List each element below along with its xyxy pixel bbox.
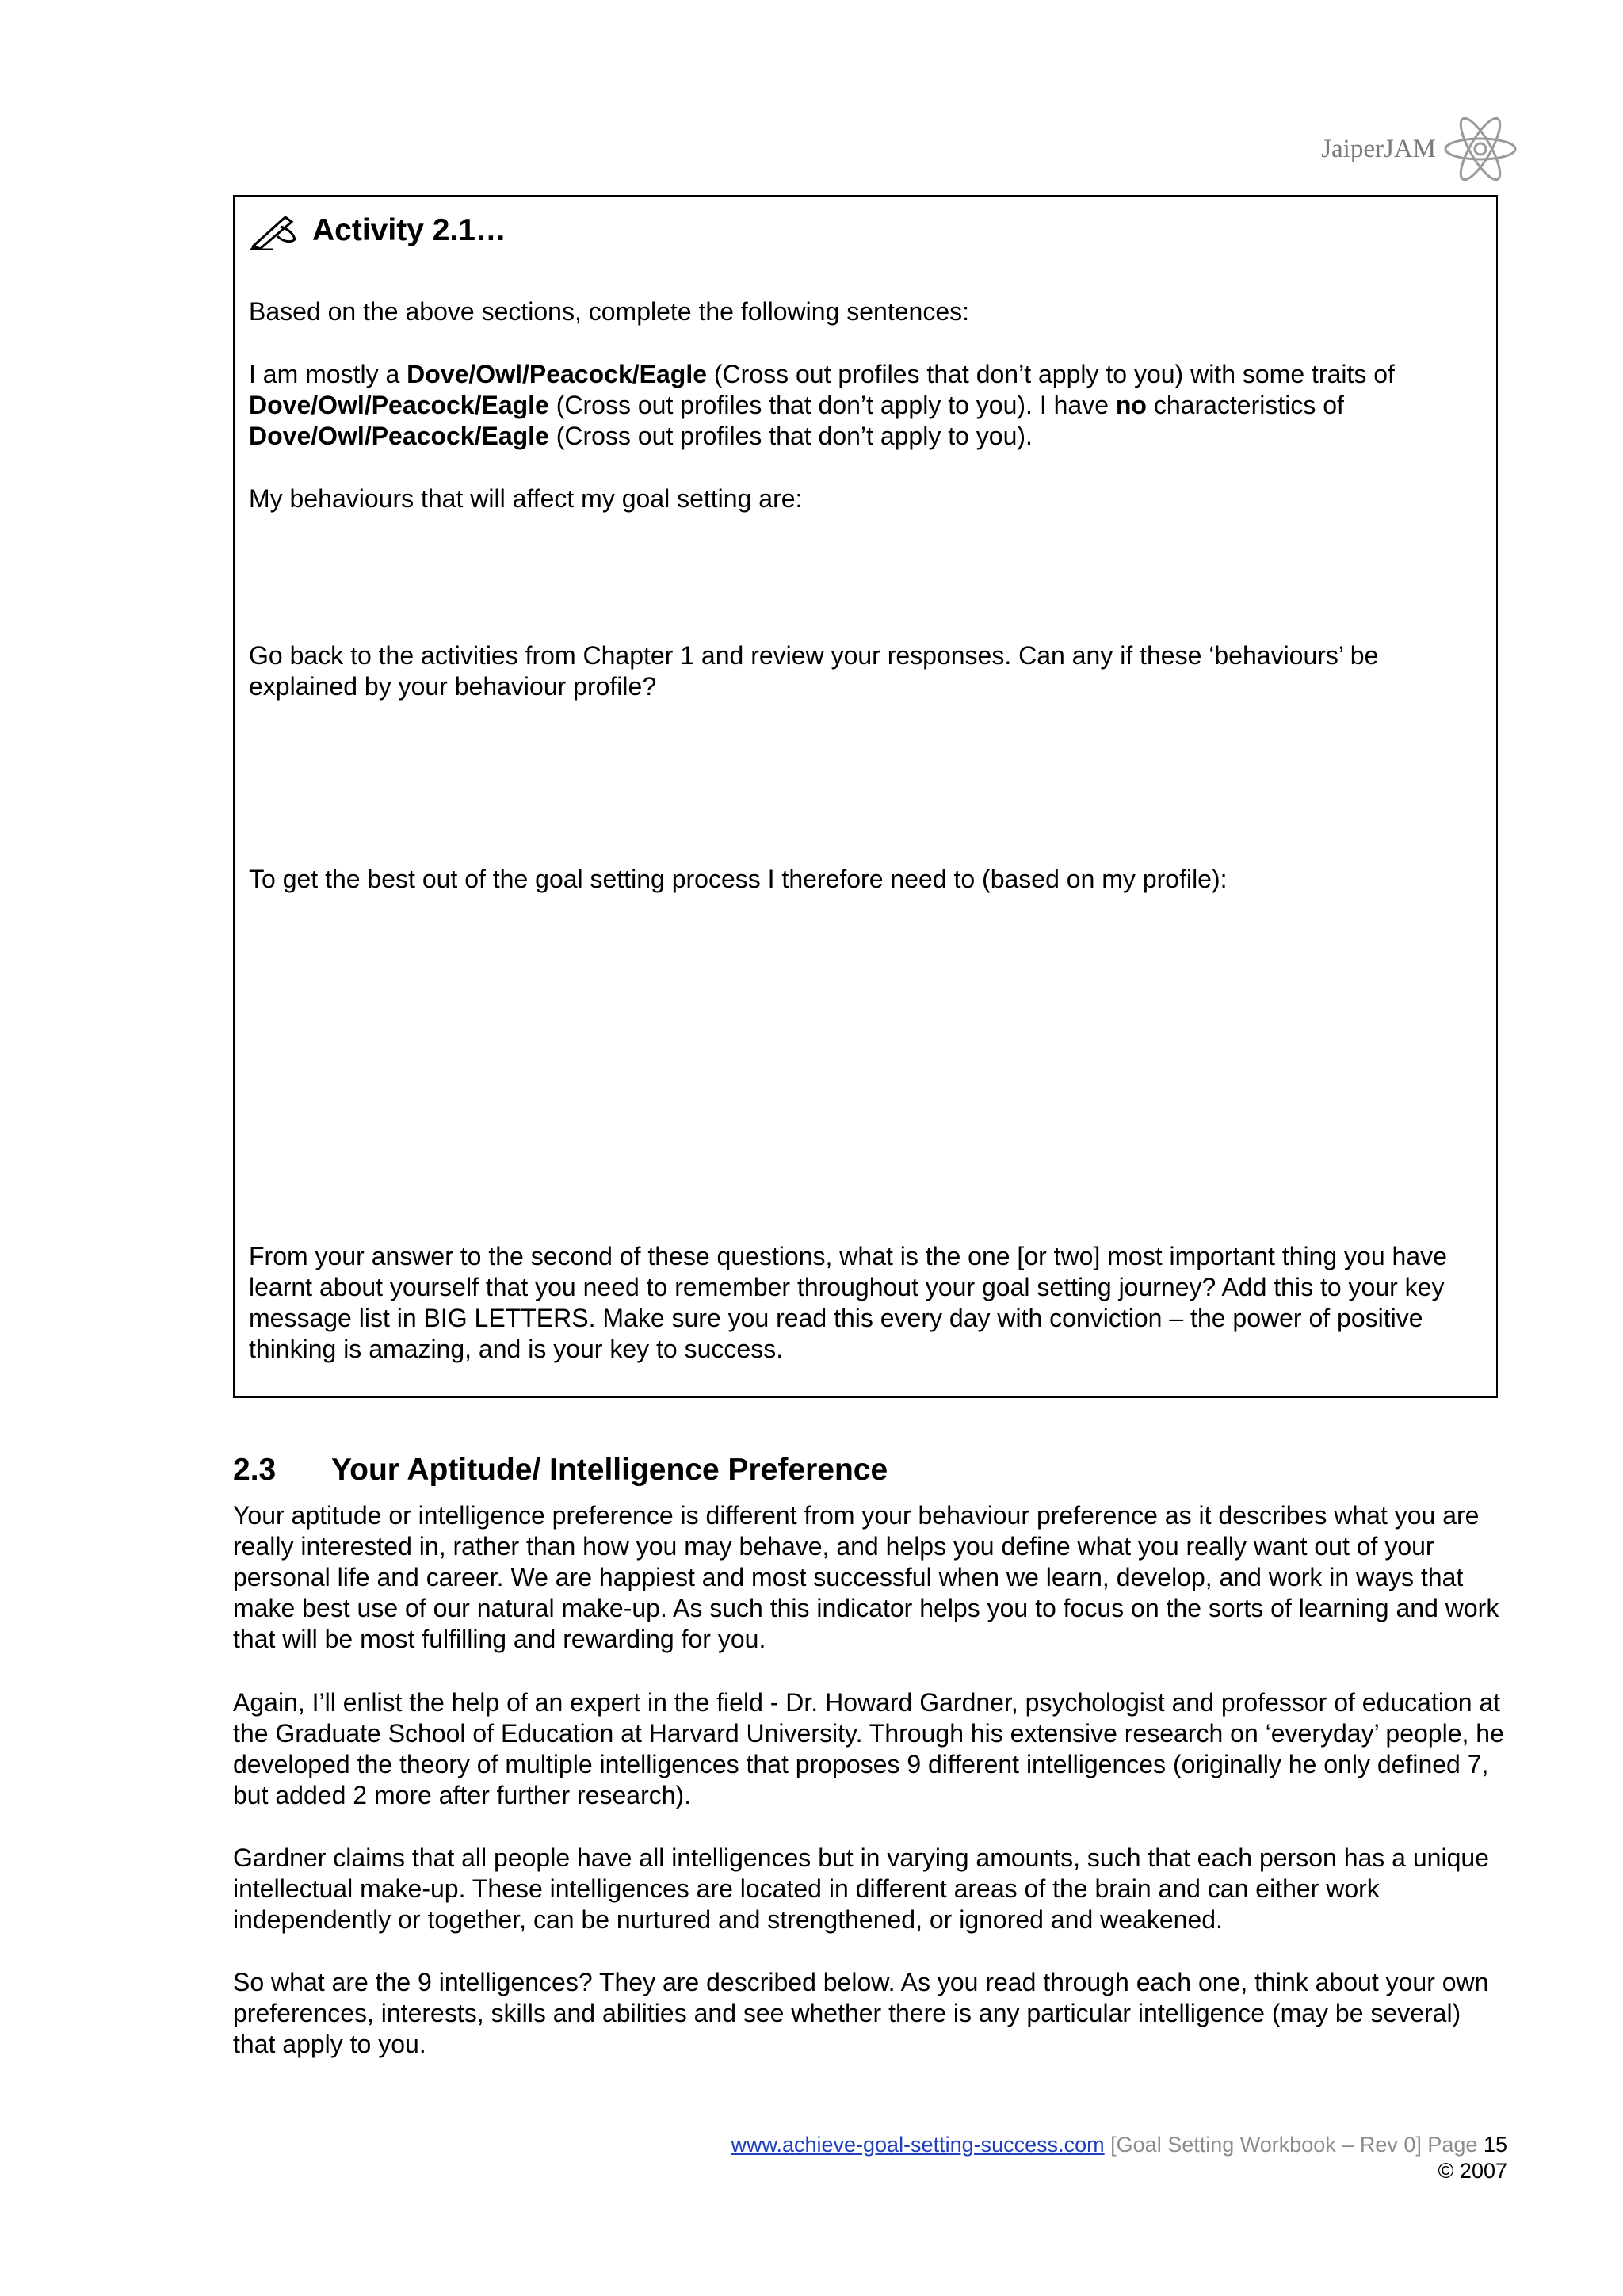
activity-question-best-out: To get the best out of the goal setting process I therefore need to (based on my profile): — [249, 865, 1228, 893]
activity-profile-sentence: I am mostly a Dove/Owl/Peacock/Eagle (Cross out profiles that don’t apply to you) with some traits of Dove/Owl/Peacock/Eagle (Cross out profiles that don’t apply to you). I have no characteristics of Dove/Owl/Peacock/Eagle (Cross out profiles that don’t apply to you). — [249, 360, 1395, 450]
footer-line — [731, 2132, 1507, 2158]
activity-question-behaviours: My behaviours that will affect my goal setting are: — [249, 484, 803, 513]
body-paragraph: Gardner claims that all people have all intelligences but in varying amounts, such that each person has a unique intellectual make-up. These intelligences are located in different areas of the brain and can either work independently or together, can be nurtured and strengthened, or ignored and weakened. — [233, 1843, 1489, 1934]
copyright: © 2007 — [1438, 2159, 1507, 2183]
page-label: Page — [1427, 2133, 1478, 2157]
page-footer — [731, 2132, 1507, 2184]
section-title: Your Aptitude/ Intelligence Preference — [331, 1453, 888, 1487]
page-number: 15 — [1483, 2133, 1507, 2157]
page-header — [1321, 117, 1520, 181]
website-link[interactable]: www.achieve-goal-setting-success.com — [731, 2133, 1105, 2157]
section-number: 2.3 — [233, 1453, 277, 1487]
activity-title-text: Activity 2.1… — [312, 213, 506, 247]
activity-title — [249, 211, 506, 250]
body-paragraph: So what are the 9 intelligences? They are described below. As you read through each one, think about your own preferences, interests, skills and abilities and see whether there is any particular intelligence (may be several) that apply to you. — [233, 1968, 1489, 2058]
activity-box — [233, 195, 1498, 1398]
activity-question-key-message: From your answer to the second of these questions, what is the one [or two] most important thing you have learnt about yourself that you need to remember throughout your goal setting journey? Add this to your key message list in BIG LETTERS. Make sure you read this every day with conviction – the power of positive thinking is amazing, and is your key to success. — [249, 1242, 1447, 1363]
body-paragraph: Your aptitude or intelligence preference is different from your behaviour preference as it describes what you are really interested in, rather than how you may behave, and helps you define what you really want out of your personal life and career. We are happiest and most successful when we learn, develop, and work in ways that make best use of our natural make-up. As such this indicator helps you to focus on the sorts of learning and work that will be most fulfilling and rewarding for you. — [233, 1501, 1499, 1653]
atom-logo-icon — [1441, 117, 1520, 181]
activity-question-review: Go back to the activities from Chapter 1 and review your responses. Can any if these ‘behaviours’ be explained by your behaviour profile? — [249, 641, 1379, 701]
section-heading — [233, 1453, 888, 1488]
document-reference: [Goal Setting Workbook – Rev 0] — [1110, 2133, 1422, 2157]
brand-name: JaiperJAM — [1321, 134, 1436, 163]
activity-intro: Based on the above sections, complete the following sentences: — [249, 297, 970, 326]
writing-hand-icon — [249, 211, 298, 250]
body-paragraph: Again, I’ll enlist the help of an expert in the field - Dr. Howard Gardner, psychologist and professor of education at the Graduate School of Education at Harvard University. Through his extensive research on ‘everyday’ people, he developed the theory of multiple intelligences that proposes 9 different intelligences (originally he only defined 7, but added 2 more after further research). — [233, 1688, 1504, 1809]
